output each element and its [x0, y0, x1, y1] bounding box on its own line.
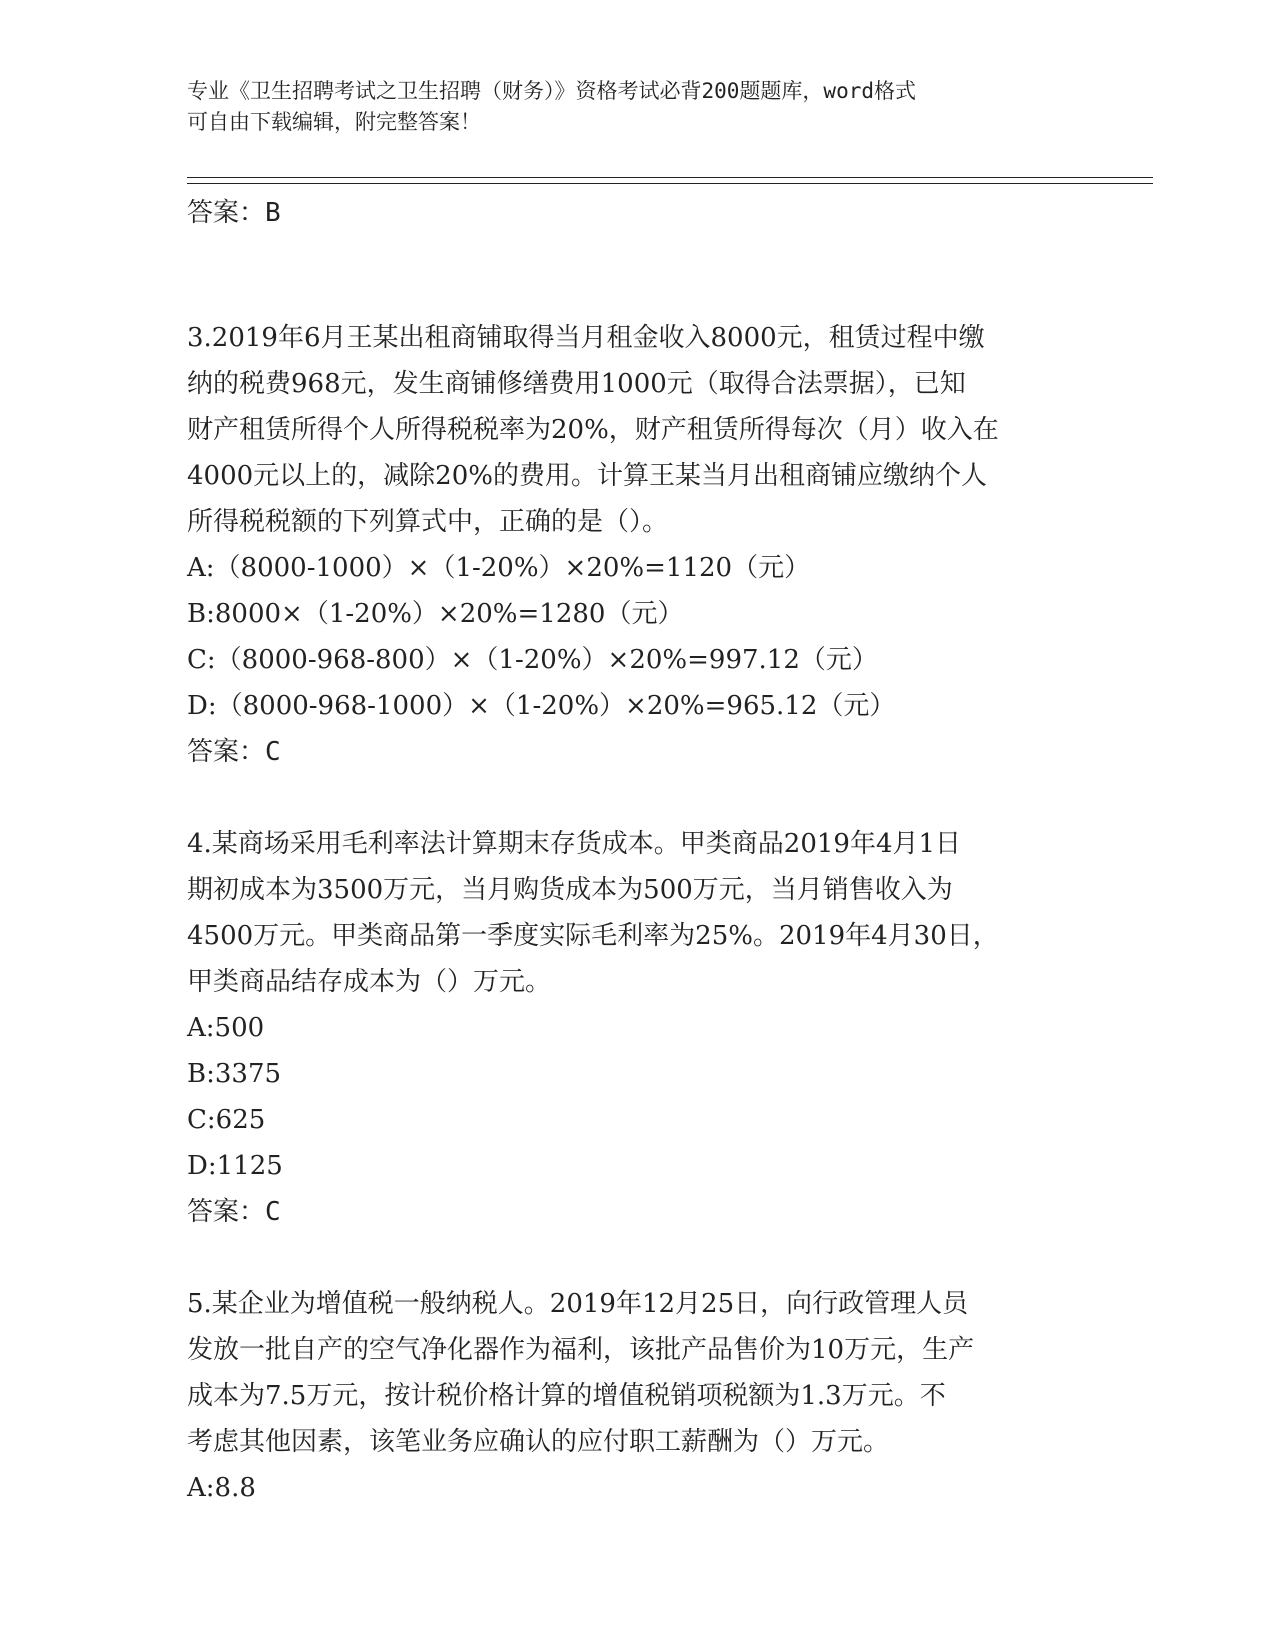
- question-5: [187, 1281, 1087, 1511]
- question-text-line: 期初成本为3500万元，当月购货成本为500万元，当月销售收入为: [187, 875, 953, 905]
- answer-previous: 答案：B: [187, 198, 281, 228]
- header-rule-top: [187, 177, 1153, 178]
- spacer: [187, 282, 1087, 315]
- option-d: D:（8000-968-1000）×（1-20%）×20%=965.12（元）: [187, 691, 896, 721]
- document-body: [187, 190, 1087, 1511]
- header-title-line-2: 可自由下载编辑，附完整答案！: [187, 110, 481, 134]
- option-d: D:1125: [187, 1151, 283, 1181]
- question-text-line: 成本为7.5万元，按计税价格计算的增值税销项税额为1.3万元。不: [187, 1381, 946, 1411]
- option-b: B:3375: [187, 1059, 282, 1089]
- option-b: B:8000×（1-20%）×20%=1280（元）: [187, 599, 684, 629]
- option-c: C:625: [187, 1105, 266, 1135]
- question-text-line: 4500万元。甲类商品第一季度实际毛利率为25%。2019年4月30日，: [187, 921, 999, 951]
- question-text-line: 发放一批自产的空气净化器作为福利，该批产品售价为10万元，生产: [187, 1335, 975, 1365]
- question-text-line: 甲类商品结存成本为（）万元。: [187, 967, 552, 997]
- question-text-line: 4.某商场采用毛利率法计算期末存货成本。甲类商品2019年4月1日: [187, 829, 962, 859]
- answer-4: 答案：C: [187, 1197, 281, 1227]
- option-a: A:8.8: [187, 1473, 256, 1503]
- answer-3: 答案：C: [187, 737, 281, 767]
- question-text-line: 所得税税额的下列算式中，正确的是（）。: [187, 507, 669, 537]
- question-text-line: 4000元以上的，减除20%的费用。计算王某当月出租商铺应缴纳个人: [187, 461, 987, 491]
- spacer: [187, 236, 1087, 282]
- question-text-line: 5.某企业为增值税一般纳税人。2019年12月25日，向行政管理人员: [187, 1289, 969, 1319]
- question-text-line: 考虑其他因素，该笔业务应确认的应付职工薪酬为（）万元。: [187, 1427, 890, 1457]
- question-text-line: 财产租赁所得个人所得税税率为20%，财产租赁所得每次（月）收入在: [187, 415, 999, 445]
- option-c: C:（8000-968-800）×（1-20%）×20%=997.12（元）: [187, 645, 878, 675]
- spacer: [187, 775, 1087, 821]
- option-a: A:（8000-1000）×（1-20%）×20%=1120（元）: [187, 553, 811, 583]
- header-rule-bottom: [187, 183, 1153, 184]
- question-4: [187, 821, 1087, 1235]
- option-a: A:500: [187, 1013, 265, 1043]
- document-header: [187, 76, 1067, 138]
- question-text-line: 纳的税费968元，发生商铺修缮费用1000元（取得合法票据），已知: [187, 369, 966, 399]
- question-text-line: 3.2019年6月王某出租商铺取得当月租金收入8000元，租赁过程中缴: [187, 323, 985, 353]
- header-title-line-1: 专业《卫生招聘考试之卫生招聘（财务）》资格考试必背200题题库，word格式: [187, 79, 916, 103]
- spacer: [187, 1235, 1087, 1281]
- question-3: [187, 315, 1087, 775]
